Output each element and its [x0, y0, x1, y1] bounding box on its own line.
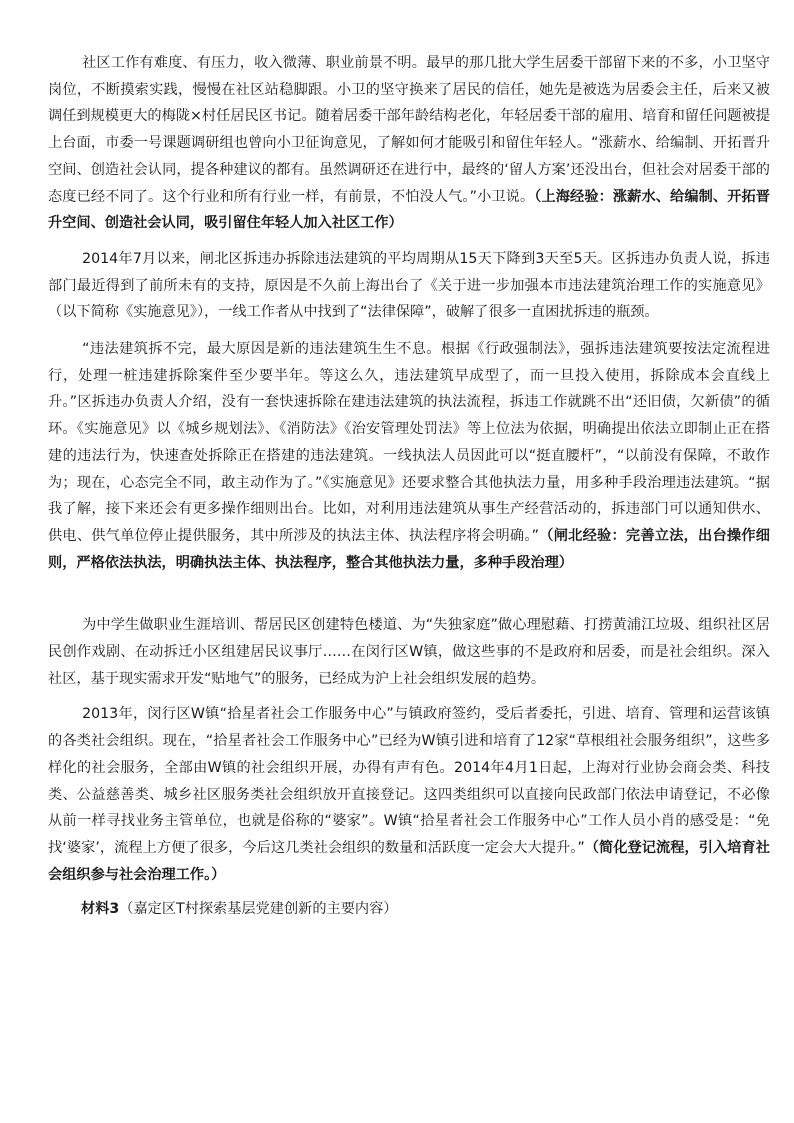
paragraph-5-summary: （简化登记流程，引入培育社会组织参与社会治理工作。） — [48, 839, 770, 883]
material-label: 材料3 — [81, 901, 120, 918]
material-heading — [48, 896, 770, 923]
document-page — [48, 50, 770, 923]
paragraph-3 — [48, 336, 770, 576]
paragraph-4 — [48, 612, 770, 692]
paragraph-5 — [48, 701, 770, 888]
material-description: （嘉定区T村探索基层党建创新的主要内容） — [119, 901, 398, 918]
paragraph-3-summary: （闸北经验：完善立法，出台操作细则，严格依法执法，明确执法主体、执法程序，整合其他执法力量，多种手段治理） — [48, 527, 770, 571]
paragraph-5-text: 2013年，闵行区W镇“拾星者社会工作服务中心”与镇政府签约，受后者委托，引进、培育、管理和运营该镇的各类社会组织。现在，“拾星者社会工作服务中心”已经为W镇引进和培育了12家“草根组社会服务组织”，这些多样化的社会服务，全部由W镇的社会组织开展，办得有声有色。2014年4月1日起，上海对行业协会商会类、科技类、公益慈善类、城乡社区服务类社会组织放开直接登记。这四类组织可以直接向民政部门依法申请登记，不必像从前一样寻找业务主管单位，也就是俗称的“婆家”。W镇“拾星者社会工作服务中心”工作人员小肖的感受是：“免找‘婆家’，流程上方便了很多，今后这几类社会组织的数量和活跃度一定会大大提升。” — [48, 706, 770, 856]
paragraph-2-text: 2014年7月以来，闸北区拆违办拆除违法建筑的平均周期从15天下降到3天至5天。区拆违办负责人说，拆违部门最近得到了前所未有的支持，原因是不久前上海出台了《关于进一步加强本市违法建筑治理工作的实施意见》（以下简称《实施意见》），一线工作者从中找到了“法律保障”，破解了很多一直困扰拆违的瓶颈。 — [48, 250, 770, 321]
paragraph-1-summary: （上海经验：涨薪水、给编制、开拓晋升空间、创造社会认同，吸引留住年轻人加入社区工作） — [48, 188, 770, 232]
paragraph-3-text: “违法建筑拆不完，最大原因是新的违法建筑生生不息。根据《行政强制法》，强拆违法建筑要按法定流程进行，处理一桩违建拆除案件至少要半年。等这么久，违法建筑早成型了，而一旦投入使用，拆除成本会直线上升。”区拆违办负责人介绍，没有一套快速拆除在建违法建筑的执法流程，拆违工作就跳不出“还旧债，欠新债”的循环。《实施意见》以《城乡规划法》、《消防法》《治安管理处罚法》等上位法为依据，明确提出依法立即制止正在搭建的违法行为，快速查处拆除正在搭建的违法建筑。一线执法人员因此可以“挺直腰杆”，“以前没有保障，不敢作为；现在，心态完全不同，敢主动作为了。”《实施意见》还要求整合其他执法力量，用多种手段治理违法建筑。“据我了解，接下来还会有更多操作细则出台。比如，对利用违法建筑从事生产经营活动的，拆违部门可以通知供水、供电、供气单位停止提供服务，其中所涉及的执法主体、执法程序将会明确。” — [48, 341, 770, 544]
paragraph-2 — [48, 246, 770, 326]
paragraph-4-text: 为中学生做职业生涯培训、帮居民区创建特色楼道、为“失独家庭”做心理慰藉、打捞黄浦江垃圾、组织社区居民创作戏剧、在动拆迁小区组建居民议事厅……在闵行区W镇，做这些事的不是政府和居委，而是社会组织。深入社区，基于现实需求开发“贴地气”的服务，已经成为沪上社会组织发展的趋势。 — [48, 617, 770, 687]
paragraph-1 — [48, 50, 770, 237]
paragraph-1-text: 社区工作有难度、有压力，收入微薄、职业前景不明。最早的那几批大学生居委干部留下来的不多，小卫坚守岗位，不断摸索实践，慢慢在社区站稳脚跟。小卫的坚守换来了居民的信任，她先是被选为居委会主任，后来又被调任到规模更大的梅陇×村任居民区书记。随着居委干部年龄结构老化，年轻居委干部的雇用、培育和留任问题被提上台面，市委一号课题调研组也曾向小卫征询意见，了解如何才能吸引和留住年轻人。“涨薪水、给编制、开拓晋升空间、创造社会认同，提各种建议的都有。虽然调研还在进行中，最终的‘留人方案’还没出台，但社会对居委干部的态度已经不同了。这个行业和所有行业一样，有前景，不怕没人气。”小卫说。 — [48, 55, 770, 205]
